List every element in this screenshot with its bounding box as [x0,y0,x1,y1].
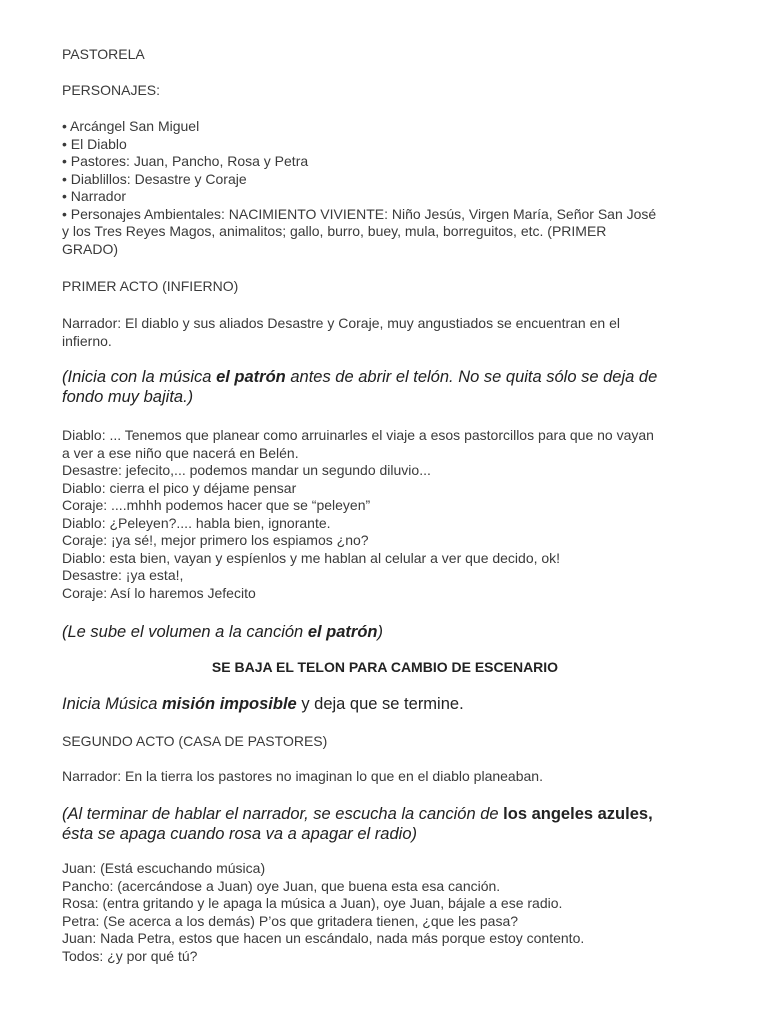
stage-text: fondo muy bajita.) [62,388,194,406]
scene-change-heading: SE BAJA EL TELON PARA CAMBIO DE ESCENARIO [211,659,559,675]
dialogue-line: Diablo: ... Tenemos que planear como arruinarles el viaje a esos pastorcillos para que no vayan [62,427,654,443]
character-list [62,118,656,258]
dialogue-act2 [62,860,584,965]
act2-heading: SEGUNDO ACTO (CASA DE PASTORES) [62,733,328,749]
stage-text: ) [377,623,384,641]
song-title: el patrón [307,623,378,641]
stage-text: (Al terminar de hablar el narrador, se escucha la canción de [62,805,504,823]
character-item-continued: y los Tres Reyes Magos, animalitos; gallo, burro, buey, mula, borreguitos, etc. (PRIMER [62,223,607,239]
song-title: misión imposible [161,695,297,713]
dialogue-line: Rosa: (entra gritando y le apaga la música a Juan), oye Juan, bájale a ese radio. [62,895,563,911]
stage-text: Inicia con la música [67,368,217,386]
stage-text: ésta se apaga cuando rosa va a apagar el radio) [62,825,417,843]
stage-text: antes de abrir el telón. No se quita sólo se deja de [285,368,658,386]
dialogue-line: Petra: (Se acerca a los demás) P’os que gritadera tienen, ¿que les pasa? [62,912,519,929]
dialogue-line: Coraje: Así lo haremos Jefecito [62,584,256,601]
stage-direction-4 [62,804,708,844]
stage-text: (Le sube el volumen a la canción [62,623,308,641]
doc-title: PASTORELA [62,46,145,62]
dialogue-line: Diablo: esta bien, vayan y espíenlos y me hablan al celular a ver que decido, ok! [62,549,561,566]
dialogue-line: Desastre: ¡ya esta!, [62,567,184,583]
character-item: • Pastores: Juan, Pancho, Rosa y Petra [62,153,309,169]
character-item: • Personajes Ambientales: NACIMIENTO VIVIENTE: Niño Jesús, Virgen María, Señor San José [62,205,657,222]
act1-heading: PRIMER ACTO (INFIERNO) [62,278,239,294]
dialogue-line: Pancho: (acercándose a Juan) oye Juan, que buena esta esa canción. [62,877,501,894]
stage-text: Inicia Música [62,695,162,713]
stage-direction-2 [62,622,383,642]
dialogue-line: Desastre: jefecito,... podemos mandar un segundo diluvio... [62,462,431,478]
act2-narrator: Narrador: En la tierra los pastores no imaginan lo que en el diablo planeaban. [62,768,543,784]
character-item: • Diablillos: Desastre y Coraje [62,170,247,187]
dialogue-line: Juan: (Está escuchando música) [62,860,266,876]
character-item: • Arcángel San Miguel [62,118,200,134]
dialogue-line: Coraje: ¡ya sé!, mejor primero los espiamos ¿no? [62,532,369,548]
stage-text: ( [62,368,68,386]
song-title: el patrón [216,368,286,386]
dialogue-line: a ver a ese niño que nacerá en Belén. [62,444,299,461]
character-item: • El Diablo [62,135,127,152]
dialogue-line: Diablo: ¿Peleyen?.... habla bien, ignorante. [62,514,331,531]
narrator-line: Narrador: El diablo y sus aliados Desastre y Coraje, muy angustiados se encuentran en el [62,315,620,331]
stage-direction-3 [62,694,464,714]
stage-text: y deja que se termine. [296,695,464,713]
song-title: los angeles azules, [503,805,653,823]
dialogue-act1 [62,427,654,602]
character-item: • Narrador [62,188,127,204]
narrator-line: infierno. [62,332,112,349]
act1-narrator [62,315,620,350]
dialogue-line: Coraje: ....mhhh podemos hacer que se “peleyen” [62,497,371,513]
stage-direction-1 [62,367,708,407]
personajes-heading: PERSONAJES: [62,82,161,98]
dialogue-line: Juan: Nada Petra, estos que hacen un escándalo, nada más porque estoy contento. [62,930,585,946]
dialogue-line: Diablo: cierra el pico y déjame pensar [62,479,297,496]
character-item-continued: GRADO) [62,240,118,257]
dialogue-line: Todos: ¿y por qué tú? [62,947,198,964]
